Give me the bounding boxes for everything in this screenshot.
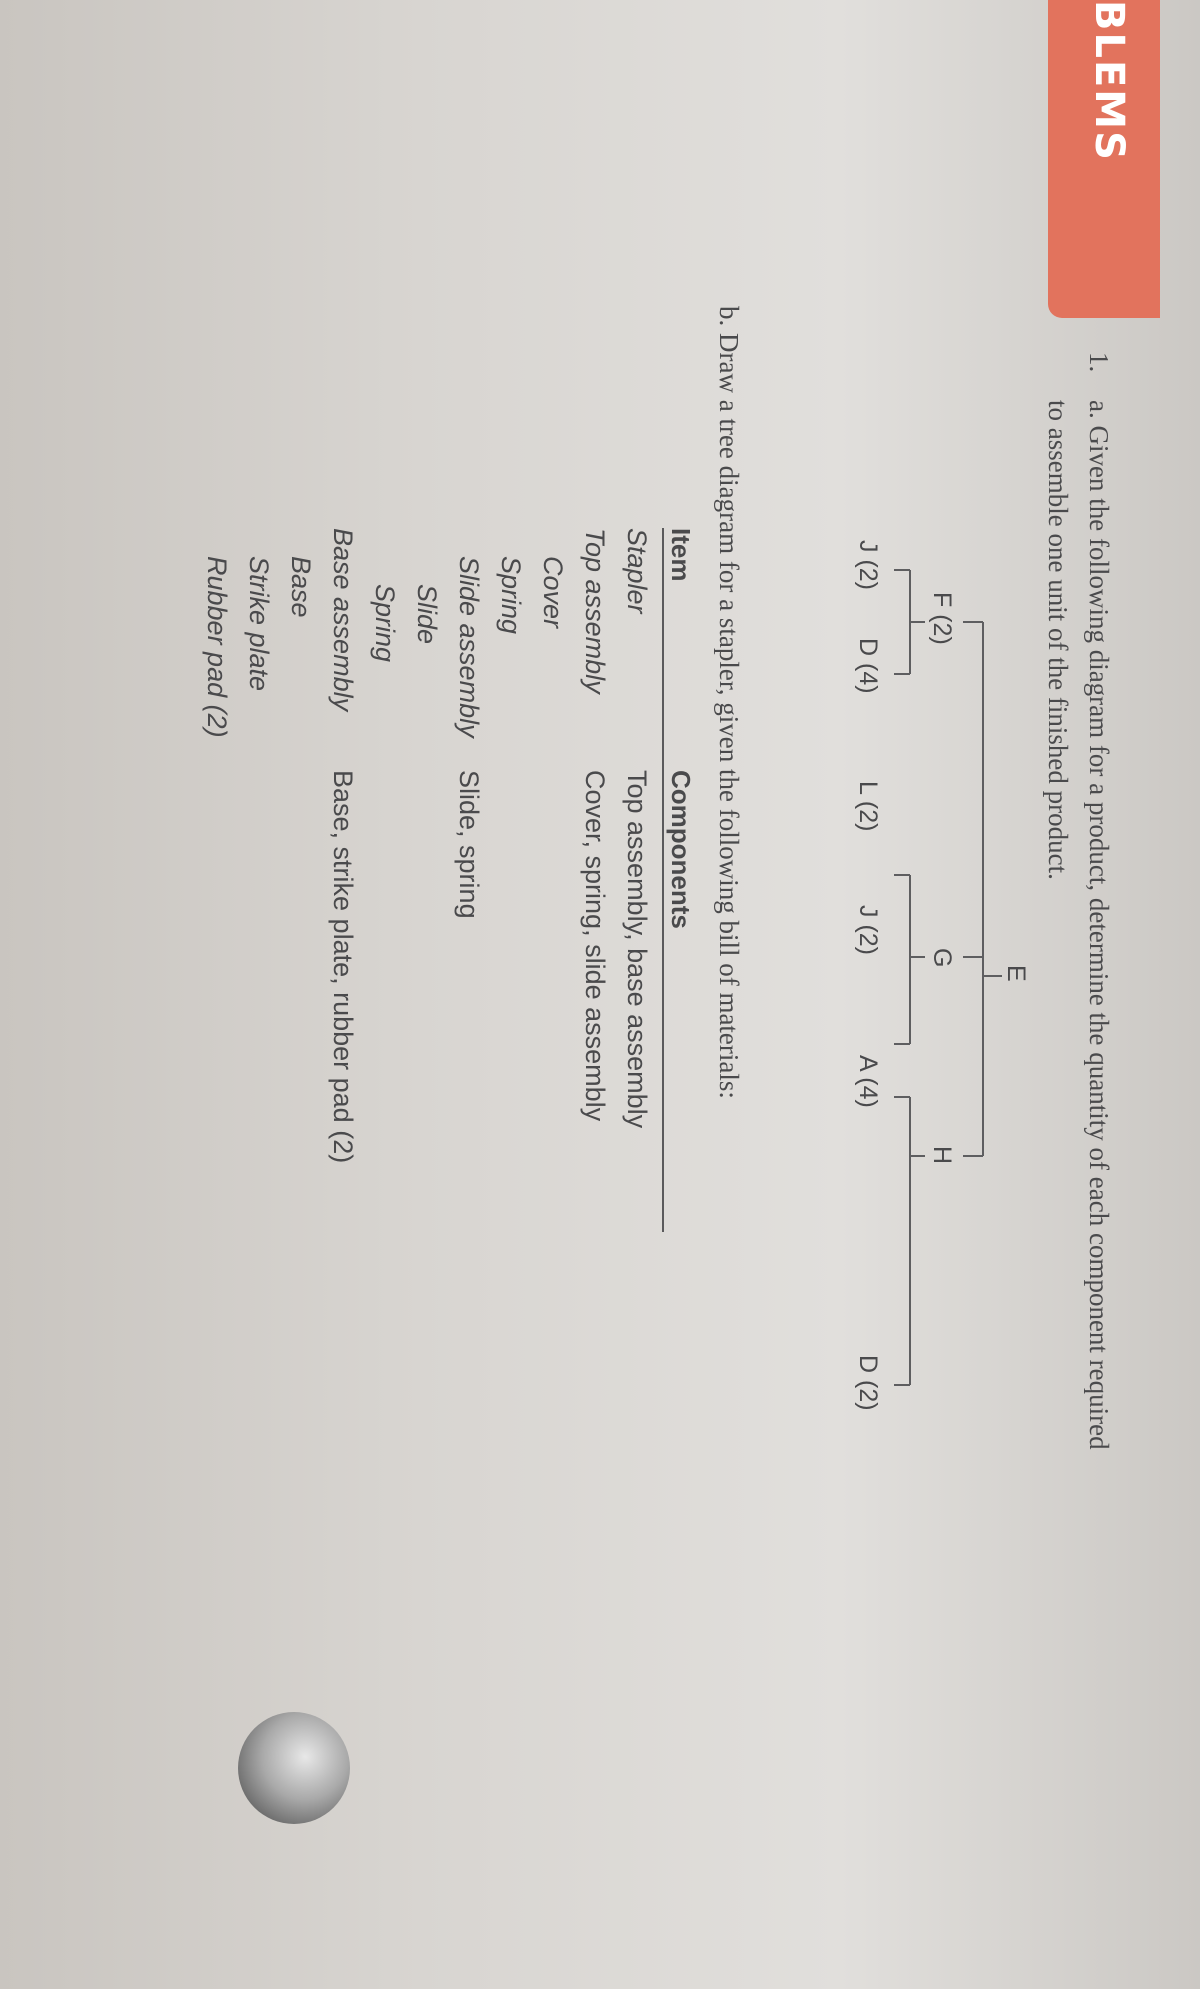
- question-part-a-line1: a. Given the following diagram for a product, determine the quantity of each component required: [1084, 400, 1114, 1450]
- bom-item: Spring: [370, 584, 400, 663]
- bom-item: Base assembly: [328, 528, 358, 712]
- tree-leaf: L (2): [854, 781, 882, 832]
- bom-components: Base, strike plate, rubber pad (2): [328, 770, 358, 1164]
- bom-item: Top assembly: [580, 528, 610, 694]
- tree-node-f: F (2): [928, 592, 956, 645]
- bom-item: Base: [286, 556, 316, 618]
- bom-item: Slide assembly: [454, 556, 484, 738]
- header-rule: [662, 528, 664, 1232]
- tree-leaf: J (2): [854, 540, 882, 590]
- tree-node-h: H: [928, 1146, 956, 1165]
- bom-item: Spring: [496, 556, 526, 635]
- bom-components: Slide, spring: [454, 770, 484, 919]
- tree-node-root: E: [1002, 965, 1030, 982]
- tree-leaf: A (4): [854, 1055, 882, 1108]
- bom-item: Stapler: [622, 528, 652, 614]
- bom-item: Strike plate: [244, 556, 274, 692]
- question-part-b: b. Draw a tree diagram for a stapler, given the following bill of materials:: [714, 306, 744, 1099]
- bom-components: Top assembly, base assembly: [622, 770, 652, 1129]
- bom-item: Cover: [538, 556, 568, 629]
- tree-node-g: G: [928, 948, 956, 968]
- bom-components: Cover, spring, slide assembly: [580, 770, 610, 1122]
- question-part-a-line2: to assemble one unit of the finished product.: [1043, 400, 1073, 880]
- column-header-components: Components: [666, 770, 696, 929]
- tree-leaf: J (2): [854, 905, 882, 955]
- tree-leaf: D (4): [854, 638, 882, 694]
- section-tab-label: BLEMS: [1086, 0, 1132, 162]
- tree-leaf: D (2): [854, 1355, 882, 1411]
- question-number: 1.: [1084, 352, 1114, 373]
- bom-item: Slide: [412, 584, 442, 645]
- bom-item: Rubber pad (2): [202, 556, 232, 738]
- column-header-item: Item: [666, 528, 696, 582]
- binder-ring: [238, 1712, 350, 1824]
